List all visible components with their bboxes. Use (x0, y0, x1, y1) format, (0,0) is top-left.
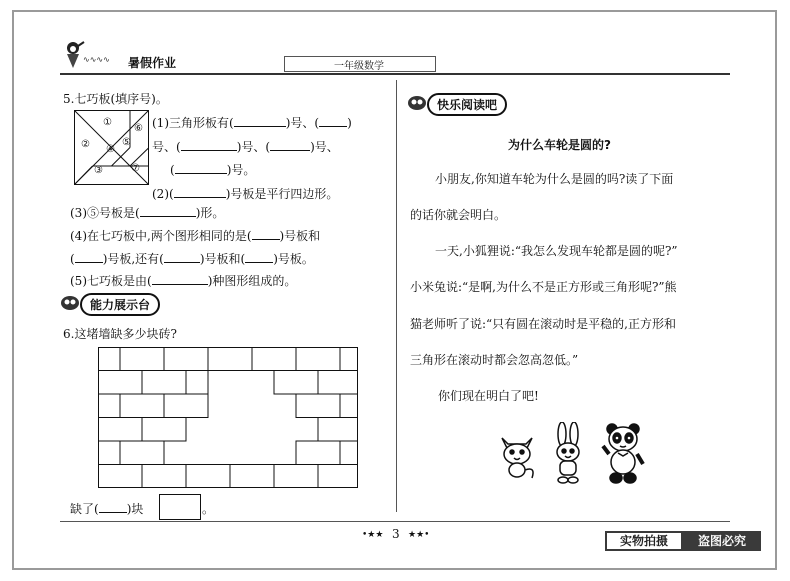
page-number: 3 (392, 527, 400, 541)
piece-7: ⑦ (131, 163, 140, 174)
footer-stars-left: •★★ (362, 530, 384, 540)
story-para-1: 小朋友,你知道车轮为什么是圆的吗?读了下面 (435, 172, 674, 186)
piece-3: ③ (94, 165, 103, 176)
q5-line3: ( )号。 (170, 163, 256, 177)
piece-2: ② (81, 139, 90, 150)
brand-title: 暑假作业 (128, 56, 177, 70)
q5-line7: ( )号板,还有( )号板和( )号板。 (70, 252, 314, 266)
q6-title: 6.这堵墙缺多少块砖? (63, 327, 177, 341)
q5-line1: (1)三角形板有( )号、( ) (152, 116, 352, 130)
q6-answer: 缺了( )块 (70, 502, 144, 516)
q5-title: 5.七巧板(填序号)。 (63, 92, 168, 106)
section-owl-icon-reading (407, 93, 427, 115)
fox-character-icon (492, 430, 542, 484)
footer-rule (60, 521, 730, 522)
section-title-reading: 快乐阅读吧 (427, 93, 507, 116)
q5-line8: (5)七巧板是由( )种图形组成的。 (70, 274, 297, 288)
piece-4: ④ (106, 144, 115, 155)
header-rule (60, 73, 730, 75)
story-para-6: 三角形在滚动时都会忽高忽低。” (410, 353, 579, 367)
story-para-2: 的话你就会明白。 (410, 208, 507, 222)
column-divider (396, 80, 397, 512)
piece-1: ① (103, 117, 112, 128)
q6-answer-end: 。 (202, 502, 215, 516)
story-para-4: 小米兔说:“是啊,为什么不是正方形或三角形呢?”熊 (410, 280, 677, 294)
story-para-3: 一天,小狐狸说:“我怎么发现车轮都是圆的呢?” (435, 244, 678, 258)
q5-line4: (2)( )号板是平行四边形。 (152, 187, 339, 201)
section-owl-icon (60, 293, 80, 315)
stamp-text-1: 实物拍摄 (607, 533, 681, 549)
stamp-text-2: 盗图必究 (697, 534, 746, 548)
brick-wall-figure (98, 347, 358, 492)
footer-stars-right: ★★• (408, 530, 430, 540)
q5-line6: (4)在七巧板中,两个图形相同的是( )号板和 (70, 229, 321, 243)
brand-logo-script: ∿∿∿∿ (83, 55, 110, 64)
answer-box[interactable] (159, 494, 201, 520)
q5-line2: 号、( )号、( )号、 (152, 140, 339, 154)
panda-character-icon (598, 422, 648, 488)
story-para-5: 猫老师听了说:“只有圆在滚动时是平稳的,正方形和 (410, 317, 676, 331)
mascot-icon (63, 40, 85, 74)
story-title: 为什么车轮是圆的? (508, 138, 611, 152)
piece-6: ⑥ (134, 123, 143, 134)
q5-line5: (3)⑤号板是( )形。 (70, 206, 225, 220)
story-para-7: 你们现在明白了吧! (438, 389, 539, 403)
piece-5: ⑤ (122, 137, 131, 148)
grade-label: 一年级数学 (334, 61, 384, 72)
section-title-ability: 能力展示台 (80, 293, 160, 316)
rabbit-character-icon (548, 422, 588, 488)
